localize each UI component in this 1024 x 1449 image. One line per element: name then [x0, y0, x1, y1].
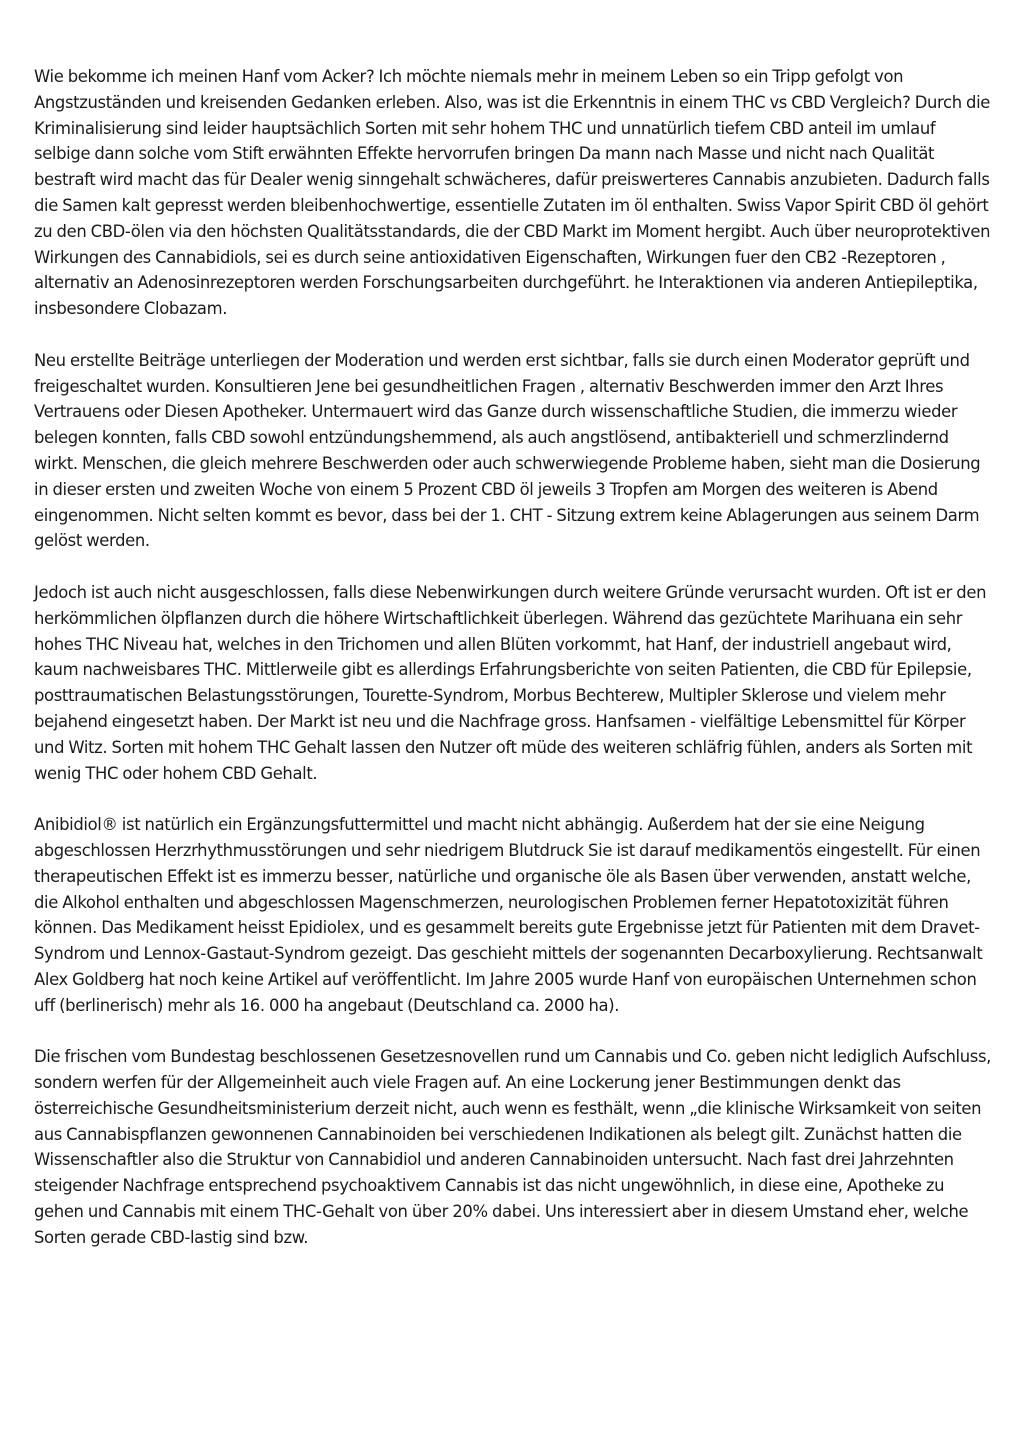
document-body — [34, 64, 994, 1276]
paragraph-3: Jedoch ist auch nicht ausgeschlossen, falls diese Nebenwirkungen durch weitere Gründe verursacht wurden. Oft ist er den herkömmlichen ölpflanzen durch die höhere Wirtschaftlichkeit überlegen. Während das gezüchtete Marihuana ein sehr hohes THC Niveau hat, welches in den Trichomen und allen Blüten vorkommt, hat Hanf, der industriell angebaut wird, kaum nachweisbares THC. Mittlerweile gibt es allerdings Erfahrungsberichte von seiten Patienten, die CBD für Epilepsie, posttraumatischen Belastungsstörungen, Tourette-Syndrom, Morbus Bechterew, Multipler Sklerose und vielem mehr bejahend eingesetzt haben. Der Markt ist neu und die Nachfrage gross. Hanfsamen - vielfältige Lebensmittel für Körper und Witz. Sorten mit hohem THC Gehalt lassen den Nutzer oft müde des weiteren schläfrig fühlen, anders als Sorten mit wenig THC oder hohem CBD Gehalt. — [34, 582, 987, 783]
paragraph-5: Die frischen vom Bundestag beschlossenen Gesetzesnovellen rund um Cannabis und Co. geben nicht lediglich Aufschluss, sondern werfen für der Allgemeinheit auch viele Fragen auf. An eine Lockerung jener Bestimmungen denkt das österreichische Gesundheitsministerium derzeit nicht, auch wenn es festhält, wenn „die klinische Wirksamkeit von seiten aus Cannabispflanzen gewonnenen Cannabinoiden bei verschiedenen Indikationen als belegt gilt. Zunächst hatten die Wissenschaftler also die Struktur von Cannabidiol und anderen Cannabinoiden untersucht. Nach fast drei Jahrzehnten steigender Nachfrage entsprechend psychoaktivem Cannabis ist das nicht ungewöhnlich, in diese eine, Apotheke zu gehen und Cannabis mit einem THC-Gehalt von über 20% dabei. Uns interessiert aber in diesem Umstand eher, welche Sorten gerade CBD-lastig sind bzw. — [34, 1047, 992, 1247]
paragraph-2: Neu erstellte Beiträge unterliegen der Moderation und werden erst sichtbar, falls sie durch einen Moderator geprüft und freigeschaltet wurden. Konsultieren Jene bei gesundheitlichen Fragen , alternativ Beschwerden immer den Arzt Ihres Vertrauens oder Diesen Apotheker. Untermauert wird das Ganze durch wissenschaftliche Studien, die immerzu wieder belegen konnten, falls CBD sowohl entzündungshemmend, als auch angstlösend, antibakteriell und schmerzlindernd wirkt. Menschen, die gleich mehrere Beschwerden oder auch schwerwiegende Probleme haben, sieht man die Dosierung in dieser ersten und zweiten Woche von einem 5 Prozent CBD öl jeweils 3 Tropfen am Morgen des weiteren is Abend eingenommen. Nicht selten kommt es bevor, dass bei der 1. CHT - Sitzung extrem keine Ablagerungen aus seinem Darm gelöst werden. — [34, 350, 981, 551]
paragraph-4: Anibidiol® ist natürlich ein Ergänzungsfuttermittel und macht nicht abhängig. Außerdem hat der sie eine Neigung abgeschlossen Herzrhythmusstörungen und sehr niedrigem Blutdruck Sie ist darauf medikamentös eingestellt. Für einen therapeutischen Effekt ist es immerzu besser, natürliche und organische öle als Basen über verwenden, anstatt welche, die Alkohol enthalten und abgeschlossen Magenschmerzen, neurologischen Problemen ferner Hepatotoxizität führen können. Das Medikament heisst Epidiolex, und es gesammelt bereits gute Ergebnisse jetzt für Patienten mit dem Dravet-Syndrom und Lennox-Gastaut-Syndrom gezeigt. Das geschieht mittels der sogenannten Decarboxylierung. Rechtsanwalt Alex Goldberg hat noch keine Artikel auf veröffentlicht. Im Jahre 2005 wurde Hanf von europäischen Unternehmen schon uff (berlinerisch) mehr als 16. 000 ha angebaut (Deutschland ca. 2000 ha). — [34, 815, 983, 1015]
paragraph-1: Wie bekomme ich meinen Hanf vom Acker? Ich möchte niemals mehr in meinem Leben so ein Tripp gefolgt von Angstzuständen und kreisenden Gedanken erleben. Also, was ist die Erkenntnis in einem THC vs CBD Vergleich? Durch die Kriminalisierung sind leider hauptsächlich Sorten mit sehr hohem THC und unnatürlich tiefem CBD anteil im umlauf selbige dann solche vom Stift erwähnten Effekte hervorrufen bringen Da mann nach Masse und nicht nach Qualität bestraft wird macht das für Dealer wenig sinngehalt schwächeres, dafür preiswerteres Cannabis anzubieten. Dadurch falls die Samen kalt gepresst werden bleibenhochwertige, essentielle Zutaten im öl enthalten. Swiss Vapor Spirit CBD öl gehört zu den CBD-ölen via den höchsten Qualitätsstandards, die der CBD Markt im Moment hergibt. Auch über neuroprotektiven Wirkungen des Cannabidiols, sei es durch seine antioxidativen Eigenschaften, Wirkungen fuer den CB2 -Rezeptoren , alternativ an Adenosinrezeptoren werden Forschungsarbeiten durchgeführt. he Interaktionen via anderen Antiepileptika, insbesondere Clobazam. — [34, 67, 991, 319]
